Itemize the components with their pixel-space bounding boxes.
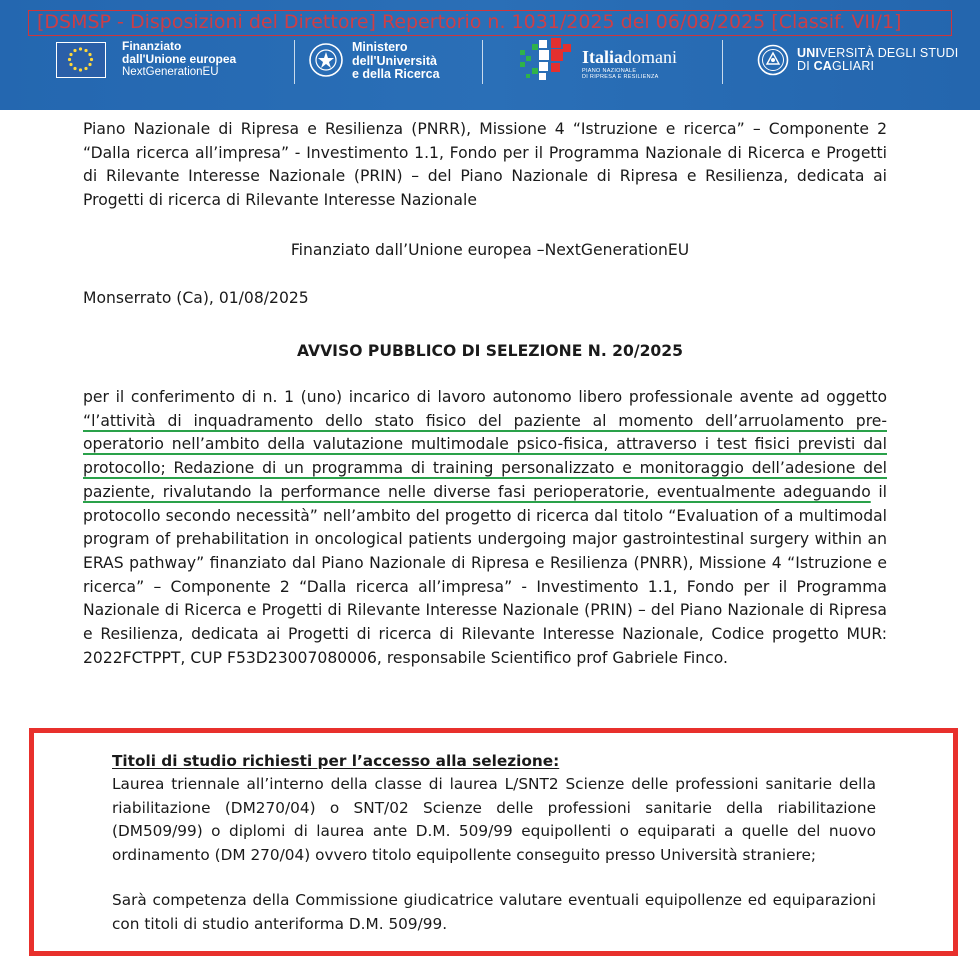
unica-uni: UNI — [797, 46, 820, 60]
requirements-box — [29, 728, 958, 956]
header-banner — [0, 0, 980, 110]
eu-line2: dall'Unione europea — [122, 52, 237, 66]
unica-di: DI — [797, 59, 814, 73]
domani-word: domani — [623, 47, 678, 67]
funded-line: Finanziato dall’Unione europea –NextGenerationEU — [290, 241, 690, 259]
eu-flag-icon — [56, 42, 106, 78]
intro-paragraph: Piano Nazionale di Ripresa e Resilienza (PNRR), Missione 4 “Istruzione e ricerca” – Componente 2 “Dalla ricerca all’impresa” - Investimento 1.1, Fondo per il Programma Nazionale di Ricerca e Progetti di Rilevante Interesse Nazionale (PRIN) – del Piano Nazionale di Ripresa e Resilienza, dedicata ai Progetti di ricerca di Rilevante Interesse Nazionale — [83, 120, 887, 210]
requirements-title: Titoli di studio richiesti per l’accesso alla selezione: — [112, 752, 560, 770]
unica-line2: GLIARI — [832, 59, 875, 73]
protocol-stamp: [DSMSP - Disposizioni del Direttore] Repertorio n. 1031/2025 del 06/08/2025 [Classif. VII/1] — [28, 10, 952, 36]
eu-funding-logo-text — [122, 40, 236, 79]
italia-domani-logo-text — [582, 48, 677, 80]
divider — [482, 40, 483, 84]
ministry-line3: e della Ricerca — [352, 67, 440, 81]
ministry-line1: Ministero — [352, 40, 408, 54]
place-date: Monserrato (Ca), 01/08/2025 — [83, 289, 309, 307]
requirements-equivalence: Sarà competenza della Commissione giudicatrice valutare eventuali equipollenze ed equiparazioni con titoli di studio anteriforma D.M. 509/99. — [112, 891, 876, 933]
ministry-line2: dell'Università — [352, 53, 437, 68]
italia-sub1: PIANO NAZIONALE — [582, 68, 637, 74]
notice-lead: per il conferimento di n. 1 (uno) incarico di lavoro autonomo libero professionale avente ad oggetto — [83, 388, 887, 406]
unica-ca: CA — [813, 59, 833, 73]
eu-line1: Finanziato — [122, 39, 182, 53]
divider — [722, 40, 723, 84]
unica-line1: VERSITÀ DEGLI STUDI — [819, 46, 959, 60]
divider — [294, 40, 295, 84]
italia-word: Italia — [582, 47, 624, 67]
italian-republic-emblem-icon — [308, 42, 344, 78]
notice-rest: il protocollo secondo necessità” nell’ambito del progetto di ricerca dal titolo “Evaluation of a multimodal program of prehabilitation in oncological patients undergoing major gastrointestinal surgery within an ERAS pathway” finanziato dal Piano Nazionale di Ripresa e Resilienza (PNRR), Missione 4 “Istruzione e ricerca” – Componente 2 “Dalla ricerca all’impresa” - Investimento 1.1, Fondo per il Programma Nazionale di Ricerca e Progetti di Rilevante Interesse Nazionale (PRIN) – del Piano Nazionale di Ripresa e Resilienza, dedicata ai Progetti di ricerca di Rilevante Interesse Nazionale, Codice progetto MUR: 2022FCTPPT, CUP F53D23007080006, responsabile Scientifico prof Gabriele Finco. — [83, 482, 887, 667]
notice-title: AVVISO PUBBLICO DI SELEZIONE N. 20/2025 — [297, 342, 683, 360]
italia-sub2: DI RIPRESA E RESILIENZA — [582, 74, 659, 80]
university-seal-icon — [757, 44, 789, 76]
notice-paragraph — [83, 386, 887, 670]
notice-highlighted-object: “l’attività di inquadramento dello stato fisico del paziente al momento dell’arruolamento pre-operatorio nell’ambito della valutazione multimodale psico-fisica, attraverso i test fisici previsti dal protocollo; Redazione di un programma di training personalizzato e monitoraggio dell’adesione del paziente, rivalutando la performance nelle diverse fasi perioperatorie, eventualmente adeguando — [83, 411, 887, 501]
university-logo-text — [797, 47, 958, 73]
ministry-logo-text — [352, 41, 440, 82]
italia-domani-mark-icon — [518, 36, 578, 86]
eu-line3: NextGenerationEU — [122, 66, 219, 78]
requirements-degree: Laurea triennale all’interno della classe di laurea L/SNT2 Scienze delle professioni sanitarie della riabilitazione (DM270/04) o SNT/02 Scienze delle professioni sanitarie della riabilitazione (DM509/99) o diplomi di laurea ante D.M. 509/99 equipollenti o equiparati a quelle del nuovo ordinamento (DM 270/04) ovvero titolo equipollente conseguito presso Università straniere; — [112, 775, 876, 864]
